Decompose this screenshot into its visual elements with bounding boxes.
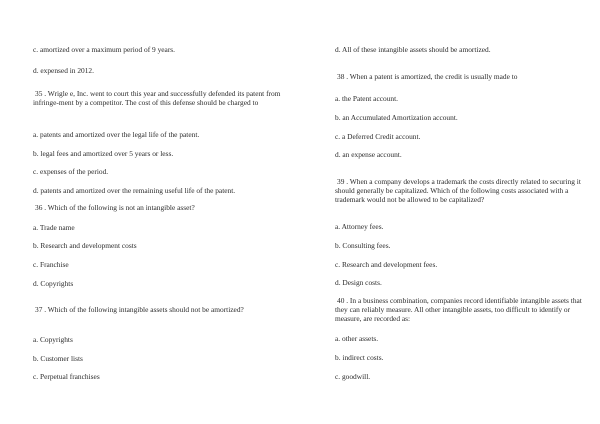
question-37: 37 . Which of the following intangible assets should not be amortized?: [35, 305, 244, 314]
option-c-prev: c. amortized over a maximum period of 9 years.: [33, 45, 176, 54]
q35-option-d: d. patents and amortized over the remaining useful life of the patent.: [33, 186, 236, 195]
question-38: 38 . When a patent is amortized, the credit is usually made to: [337, 72, 518, 81]
q37-option-b: b. Customer lists: [33, 354, 83, 363]
q38-option-c: c. a Deferred Credit account.: [335, 132, 421, 141]
q39-option-d: d. Design costs.: [335, 278, 382, 287]
q36-option-b: b. Research and development costs: [33, 241, 137, 250]
q39-option-b: b. Consulting fees.: [335, 241, 391, 250]
q40-option-b: b. indirect costs.: [335, 353, 384, 362]
option-d-prev-right: d. All of these intangible assets should be amortized.: [335, 45, 491, 54]
option-d-prev: d. expensed in 2012.: [33, 66, 94, 75]
q39-option-a: a. Attorney fees.: [335, 222, 384, 231]
q35-option-a: a. patents and amortized over the legal life of the patent.: [33, 130, 200, 139]
q38-option-d: d. an expense account.: [335, 150, 402, 159]
q36-option-d: d. Copyrights: [33, 279, 74, 288]
q36-option-c: c. Franchise: [33, 260, 69, 269]
question-36: 36 . Which of the following is not an intangible asset?: [35, 203, 195, 212]
q37-option-c: c. Perpetual franchises: [33, 372, 100, 381]
q39-option-c: c. Research and development fees.: [335, 260, 438, 269]
q40-option-a: a. other assets.: [335, 334, 379, 343]
q36-option-a: a. Trade name: [33, 223, 75, 232]
question-35: 35 . Wrigle e, Inc. went to court this year and successfully defended its patent from infringe-ment by a competitor. The cost of this defense should be charged to: [33, 89, 281, 107]
q38-option-b: b. an Accumulated Amortization account.: [335, 113, 458, 122]
question-40: 40 . In a business combination, companies record identifiable intangible assets that they can reliably measure. All other intangible assets, too difficult to identify or measure, are recorded as:: [335, 296, 582, 323]
q40-option-c: c. goodwill.: [335, 372, 371, 381]
q35-option-c: c. expenses of the period.: [33, 167, 109, 176]
q35-option-b: b. legal fees and amortized over 5 years or less.: [33, 149, 174, 158]
q37-option-a: a. Copyrights: [33, 335, 73, 344]
q38-option-a: a. the Patent account.: [335, 94, 399, 103]
question-39: 39 . When a company develops a trademark the costs directly related to securing it should generally be capitalized. Which of the following costs associated with a trademark would not be allowed to be capitalized?: [335, 177, 581, 204]
